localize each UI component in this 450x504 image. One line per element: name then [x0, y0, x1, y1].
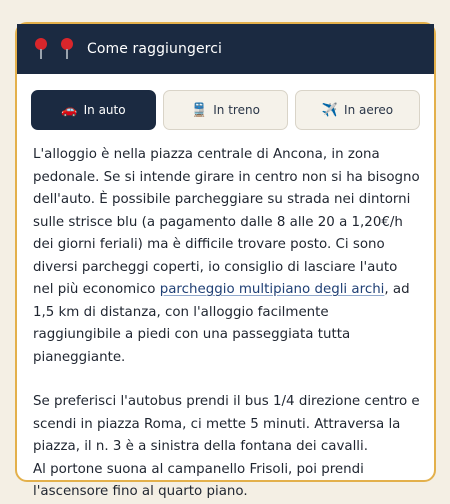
card-title: Come raggiungerci	[87, 41, 223, 57]
tab-label: In treno	[213, 103, 260, 117]
parking-link[interactable]: parcheggio multipiano degli archi	[159, 282, 385, 297]
card-header	[17, 24, 434, 74]
directions-content	[17, 130, 434, 504]
paragraph-text: L'alloggio è nella piazza centrale di Ancona, in zona pedonale. Se si intende girare in centro non si ha bisogno dell'auto. È possibile parcheggiare su strada nei dintorni sulle strisce blu (a pagamento dalle 8 alle 20 a 1,20€/h dei giorni feriali) ma è difficile trovare posto. Ci sono diversi parcheggi coperti, io consiglio di lasciare l'auto nel più economico	[33, 147, 420, 297]
bus-paragraph: Se preferisci l'autobus prendi il bus 1/4 direzione centro e scendi in piazza Roma, ci mette 5 minuti. Attraversa la piazza, il n. 3 è a sinistra della fontana dei cavalli.	[33, 394, 420, 454]
airplane-icon: ✈️	[321, 102, 339, 118]
tab-train[interactable]	[163, 90, 288, 130]
tab-label: In aereo	[344, 103, 394, 117]
transport-tabs	[17, 90, 434, 130]
tab-plane[interactable]	[295, 90, 420, 130]
round-pushpin-icon	[59, 37, 75, 61]
round-pushpin-icon	[33, 37, 49, 61]
door-paragraph: Al portone suona al campanello Frisoli, poi prendi l'ascensore fino al quarto piano.	[33, 461, 364, 499]
tab-car[interactable]	[31, 90, 156, 130]
train-icon: 🚆	[191, 102, 208, 118]
paragraph-text: , ad 1,5 km di distanza, con l'alloggio facilmente raggiungibile a piedi con una passeggiata tutta pianeggiante.	[33, 282, 410, 365]
directions-card	[15, 22, 436, 499]
car-icon: 🚗	[61, 102, 78, 118]
tab-label: In auto	[83, 103, 126, 117]
parking-paragraph	[33, 144, 420, 369]
